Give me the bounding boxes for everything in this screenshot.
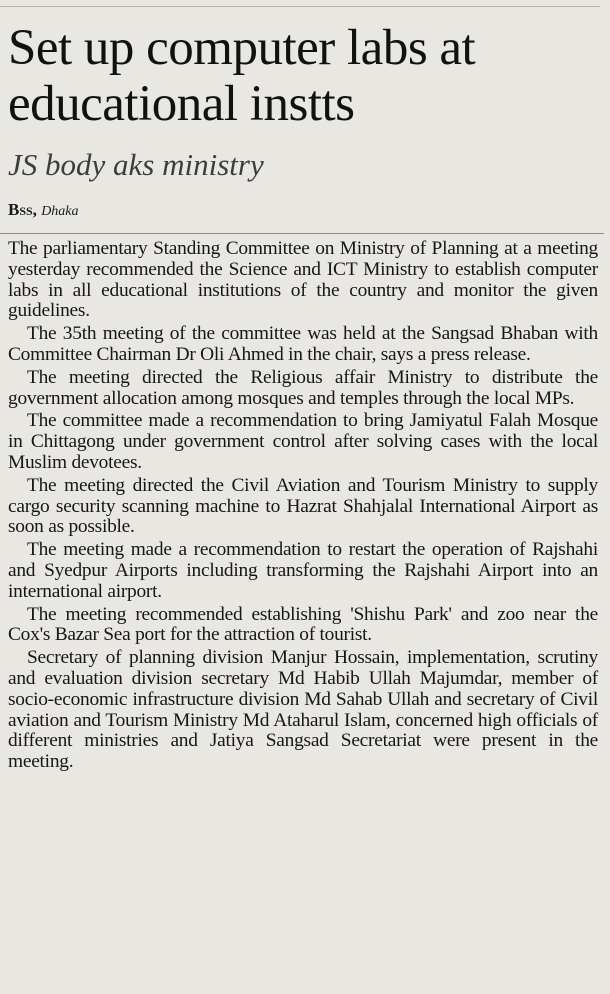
paragraph-7: The meeting recommended establishing 'Shishu Park' and zoo near the Cox's Bazar Sea port for the attraction of tourist. [8,603,598,646]
paragraph-5: The meeting directed the Civil Aviation and Tourism Ministry to supply cargo security scanning machine to Hazrat Shahjalal International Airport as soon as possible. [8,474,598,538]
paragraph-4: The committee made a recommendation to bring Jamiyatul Falah Mosque in Chittagong under government control after solving cases with the local Muslim devotees. [8,410,598,473]
paragraph-8: Secretary of planning division Manjur Hossain, implementation, scrutiny and evaluation division secretary Md Habib Ullah Majumdar, member of socio-economic infrastructure division Md Sahab Ullah and secretary of Civil aviation and Tourism Ministry Md Ataharul Islam, concerned high officials of different ministries and Jatiya Sangsad Secretariat were present in the meeting. [8,647,598,773]
paragraph-3: The meeting directed the Religious affair Ministry to distribute the government allocation among mosques and temples through the local MPs. [8,366,598,409]
byline-location: Dhaka [41,204,79,219]
top-divider [0,6,600,7]
byline-divider [0,233,604,234]
subheadline: JS body aks ministry [8,147,264,182]
byline-agency: Bss, [8,200,37,219]
byline [8,199,79,223]
paragraph-1: The parliamentary Standing Committee on Ministry of Planning at a meeting yesterday recommended the Science and ICT Ministry to establish computer labs in all educational institutions of the country and monitor the given guidelines. [8,238,598,322]
paragraph-2: The 35th meeting of the committee was held at the Sangsad Bhaban with Committee Chairman Dr Oli Ahmed in the chair, says a press release. [8,323,598,365]
article-body [8,239,598,775]
headline: Set up computer labs at educational instts [8,20,476,132]
paragraph-6: The meeting made a recommendation to restart the operation of Rajshahi and Syedpur Airports including transforming the Rajshahi Airport into an international airport. [8,539,598,602]
